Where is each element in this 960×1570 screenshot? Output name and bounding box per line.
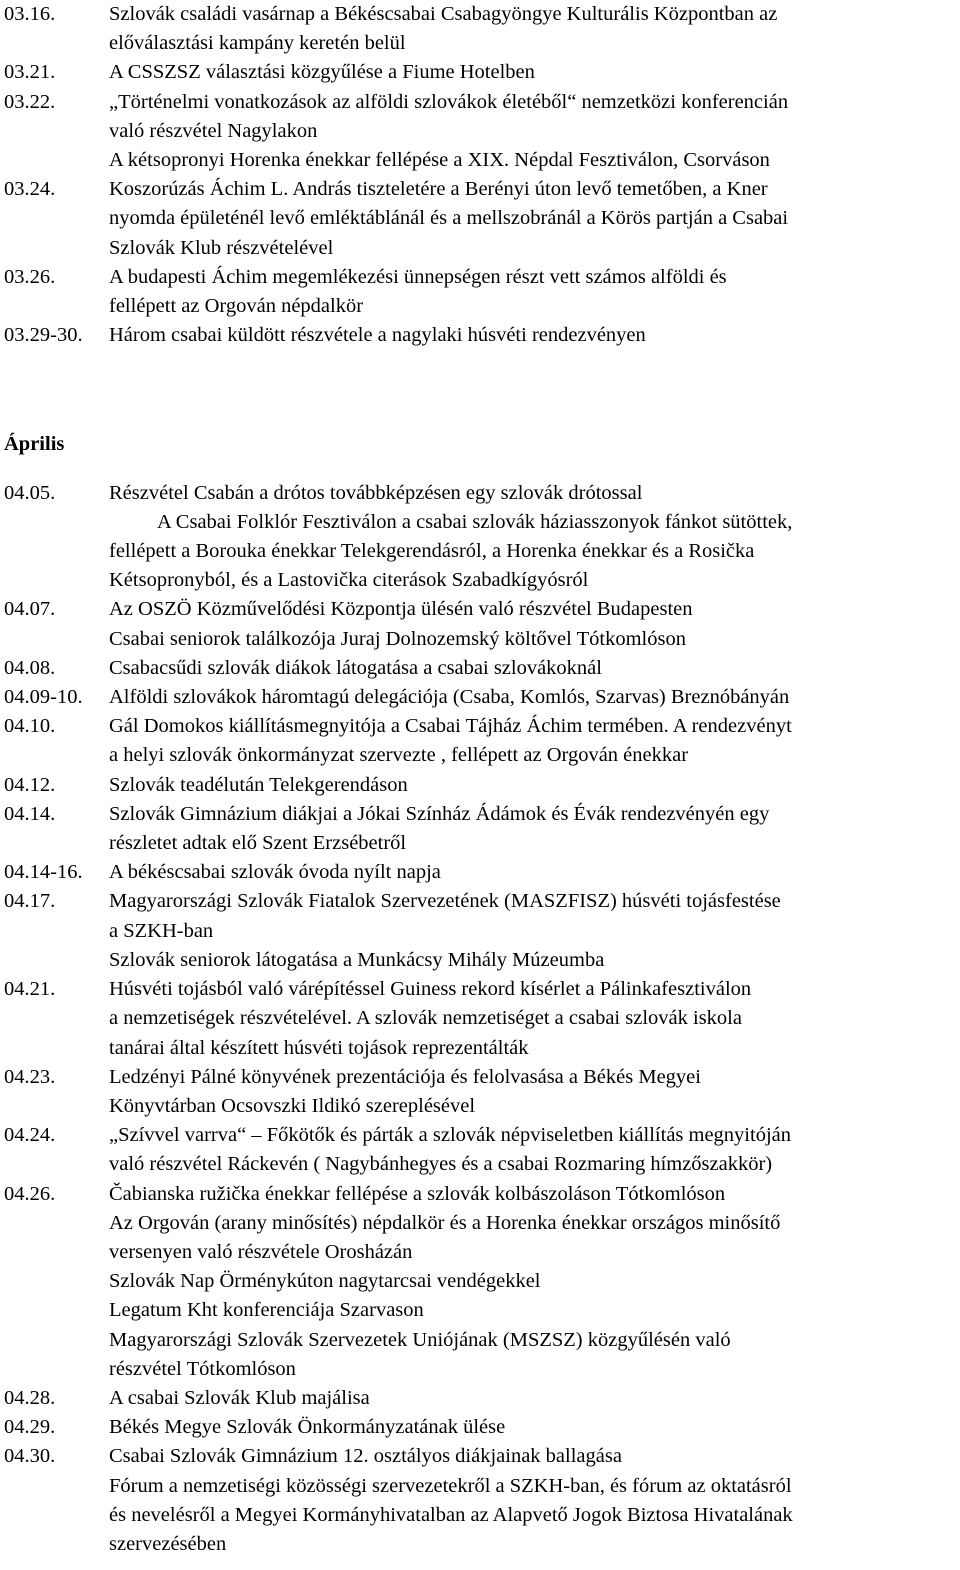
event-text-line: szervezésében bbox=[109, 1532, 227, 1555]
event-description bbox=[109, 683, 960, 712]
event-entry bbox=[0, 1442, 960, 1559]
event-description bbox=[109, 712, 960, 770]
event-entry bbox=[0, 683, 960, 712]
event-entry bbox=[0, 595, 960, 653]
event-entry bbox=[0, 88, 960, 176]
event-date: 03.22. bbox=[4, 90, 56, 113]
event-text-line: Alföldi szlovákok háromtagú delegációja (Csaba, Komlós, Szarvas) Breznóbányán bbox=[109, 686, 790, 709]
event-entry bbox=[0, 887, 960, 975]
event-date: 04.28. bbox=[4, 1386, 56, 1409]
event-text-line: részletet adtak elő Szent Erzsébetről bbox=[109, 832, 407, 855]
event-text-line: A budapesti Áchim megemlékezési ünnepségen részt vett számos alföldi és bbox=[109, 265, 727, 288]
event-description bbox=[109, 58, 960, 87]
event-description bbox=[109, 0, 960, 58]
event-entry bbox=[0, 1384, 960, 1413]
event-text-line: Húsvéti tojásból való várépítéssel Guiness rekord kísérlet a Pálinkafesztiválon bbox=[109, 978, 752, 1001]
event-text-line: nyomda épületénél levő emléktáblánál és a mellszobránál a Körös partján a Csabai bbox=[109, 207, 789, 230]
event-text-line: tanárai által készített húsvéti tojások reprezentálták bbox=[109, 1036, 529, 1059]
event-entry bbox=[0, 654, 960, 683]
event-description bbox=[109, 800, 960, 858]
event-date: 04.29. bbox=[4, 1416, 56, 1439]
event-date: 04.24. bbox=[4, 1124, 56, 1147]
event-text-line: való részvétel Ráckevén ( Nagybánhegyes és a csabai Rozmaring hímzőszakkör) bbox=[109, 1153, 773, 1176]
event-text-line: Čabianska ružička énekkar fellépése a szlovák kolbászoláson Tótkomlóson bbox=[109, 1182, 726, 1205]
event-date: 04.07. bbox=[4, 598, 56, 621]
event-text-line: Szlovák Klub részvételével bbox=[109, 236, 334, 259]
event-text-line: Szlovák teadélután Telekgerendáson bbox=[109, 773, 408, 796]
event-date: 04.14. bbox=[4, 802, 56, 825]
event-text-line: Ledzényi Pálné könyvének prezentációja és felolvasása a Békés Megyei bbox=[109, 1065, 701, 1088]
event-text-line: „Történelmi vonatkozások az alföldi szlovákok életéből“ nemzetközi konferencián bbox=[109, 90, 789, 113]
event-entry bbox=[0, 1413, 960, 1442]
event-description bbox=[109, 88, 960, 176]
event-date: 04.05. bbox=[4, 481, 56, 504]
event-text-line: versenyen való részvétele Orosházán bbox=[109, 1240, 413, 1263]
event-date: 04.08. bbox=[4, 656, 56, 679]
event-entry bbox=[0, 0, 960, 58]
event-text-line: fellépett az Orgován népdalkör bbox=[109, 295, 364, 318]
event-description bbox=[109, 771, 960, 800]
event-text-line: Magyarországi Szlovák Szervezetek Uniójának (MSZSZ) közgyűlésén való bbox=[109, 1328, 731, 1351]
event-date: 03.16. bbox=[4, 3, 56, 25]
event-text-line: A Csabai Folklór Fesztiválon a csabai szlovák háziasszonyok fánkot sütöttek, bbox=[157, 510, 793, 533]
event-date: 04.30. bbox=[4, 1445, 56, 1468]
event-entry bbox=[0, 1063, 960, 1121]
event-entry bbox=[0, 321, 960, 350]
event-text-line: A csabai Szlovák Klub majálisa bbox=[109, 1386, 370, 1409]
event-entry bbox=[0, 263, 960, 321]
event-text-line: a nemzetiségek részvételével. A szlovák nemzetiséget a csabai szlovák iskola bbox=[109, 1007, 742, 1030]
event-description bbox=[109, 321, 960, 350]
event-text-line: Szlovák Gimnázium diákjai a Jókai Színház Ádámok és Évák rendezvényén egy bbox=[109, 802, 770, 825]
event-date: 04.26. bbox=[4, 1182, 56, 1205]
event-entry bbox=[0, 771, 960, 800]
event-date: 03.29-30. bbox=[4, 324, 83, 347]
event-text-line: Koszorúzás Áchim L. András tiszteletére a Berényi úton levő temetőben, a Kner bbox=[109, 178, 768, 201]
event-entry bbox=[0, 712, 960, 770]
month-heading-april: Április bbox=[4, 433, 65, 456]
event-text-line: Szlovák Nap Örménykúton nagytarcsai vendégekkel bbox=[109, 1270, 541, 1293]
event-description bbox=[109, 479, 960, 596]
event-text-line: fellépett a Borouka énekkar Telekgerendásról, a Horenka énekkar és a Rosička bbox=[109, 540, 755, 563]
event-description bbox=[109, 975, 960, 1063]
event-description bbox=[109, 1180, 960, 1384]
event-description bbox=[109, 263, 960, 321]
event-text-line: Csabai Szlovák Gimnázium 12. osztályos diákjainak ballagása bbox=[109, 1445, 622, 1468]
event-date: 04.21. bbox=[4, 978, 56, 1001]
event-date: 04.23. bbox=[4, 1065, 56, 1088]
event-description bbox=[109, 595, 960, 653]
event-text-line: Békés Megye Szlovák Önkormányzatának ülése bbox=[109, 1416, 506, 1439]
event-text-line: A kétsopronyi Horenka énekkar fellépése a XIX. Népdal Fesztiválon, Csorváson bbox=[109, 149, 770, 172]
event-date: 03.24. bbox=[4, 178, 56, 201]
event-entry bbox=[0, 58, 960, 87]
event-text-line: Az Orgován (arany minősítés) népdalkör és a Horenka énekkar országos minősítő bbox=[109, 1211, 781, 1234]
event-entry bbox=[0, 1121, 960, 1179]
event-text-line: Csabacsűdi szlovák diákok látogatása a csabai szlovákoknál bbox=[109, 656, 602, 679]
event-date: 04.17. bbox=[4, 890, 56, 913]
event-text-line: A békéscsabai szlovák óvoda nyílt napja bbox=[109, 861, 441, 884]
event-date: 04.09-10. bbox=[4, 686, 83, 709]
event-description bbox=[109, 1442, 960, 1559]
event-description bbox=[109, 1063, 960, 1121]
event-date: 04.12. bbox=[4, 773, 56, 796]
event-text-line: és nevelésről a Megyei Kormányhivatalban az Alapvető Jogok Biztosa Hivatalának bbox=[109, 1503, 793, 1526]
event-text-line: a helyi szlovák önkormányzat szervezte , fellépett az Orgován énekkar bbox=[109, 744, 689, 767]
event-entry bbox=[0, 1180, 960, 1384]
event-description bbox=[109, 858, 960, 887]
event-entry bbox=[0, 479, 960, 596]
event-entry bbox=[0, 858, 960, 887]
event-date: 04.14-16. bbox=[4, 861, 83, 884]
event-text-line: Szlovák családi vasárnap a Békéscsabai Csabagyöngye Kulturális Központban az bbox=[109, 3, 778, 25]
event-text-line: Könyvtárban Ocsovszki Ildikó szereplésével bbox=[109, 1094, 476, 1117]
event-text-line: A CSSZSZ választási közgyűlése a Fiume Hotelben bbox=[109, 61, 535, 84]
event-description bbox=[109, 1121, 960, 1179]
event-description bbox=[109, 175, 960, 263]
event-text-line: Legatum Kht konferenciája Szarvason bbox=[109, 1299, 424, 1322]
march-events bbox=[0, 0, 960, 350]
event-text-line: való részvétel Nagylakon bbox=[109, 119, 318, 142]
event-text-line: Az OSZÖ Közművelődési Központja ülésén való részvétel Budapesten bbox=[109, 598, 693, 621]
event-date: 03.26. bbox=[4, 265, 56, 288]
event-text-line: Három csabai küldött részvétele a nagylaki húsvéti rendezvényen bbox=[109, 324, 646, 347]
event-description bbox=[109, 1413, 960, 1442]
event-entry bbox=[0, 175, 960, 263]
event-date: 03.21. bbox=[4, 61, 56, 84]
event-text-line: „Szívvel varrva“ – Főkötők és párták a szlovák népviseletben kiállítás megnyitóján bbox=[109, 1124, 791, 1147]
event-description bbox=[109, 654, 960, 683]
event-text-line: a SZKH-ban bbox=[109, 919, 214, 942]
event-text-line: Csabai seniorok találkozója Juraj Dolnozemský költővel Tótkomlóson bbox=[109, 627, 686, 650]
event-text-line: Szlovák seniorok látogatása a Munkácsy Mihály Múzeumba bbox=[109, 948, 605, 971]
event-text-line: Kétsopronyból, és a Lastovička citerások Szabadkígyósról bbox=[109, 569, 589, 592]
event-entry bbox=[0, 975, 960, 1063]
event-text-line: Részvétel Csabán a drótos továbbképzésen egy szlovák drótossal bbox=[109, 481, 643, 504]
april-events bbox=[0, 479, 960, 1560]
event-description bbox=[109, 887, 960, 975]
event-entry bbox=[0, 800, 960, 858]
event-text-line: Fórum a nemzetiségi közösségi szervezetekről a SZKH-ban, és fórum az oktatásról bbox=[109, 1474, 792, 1497]
event-text-line: Gál Domokos kiállításmegnyitója a Csabai Tájház Áchim termében. A rendezvényt bbox=[109, 715, 792, 738]
event-text-line: Magyarországi Szlovák Fiatalok Szervezetének (MASZFISZ) húsvéti tojásfestése bbox=[109, 890, 781, 913]
event-text-line: részvétel Tótkomlóson bbox=[109, 1357, 296, 1380]
event-description bbox=[109, 1384, 960, 1413]
event-text-line: előválasztási kampány keretén belül bbox=[109, 32, 406, 55]
event-date: 04.10. bbox=[4, 715, 56, 738]
